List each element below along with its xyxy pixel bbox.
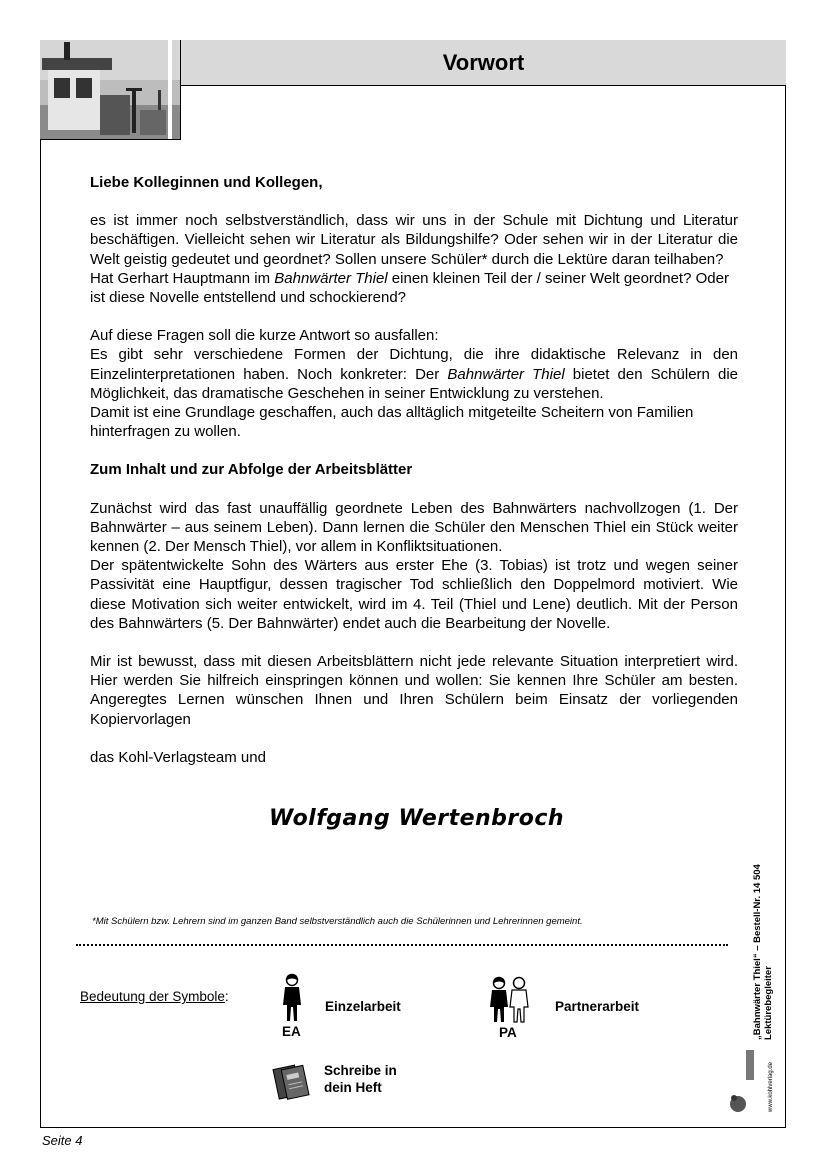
paragraph-2: Hat Gerhart Hauptmann im Bahnwärter Thiel einen kleinen Teil der / seiner Welt geordnet? Oder ist diese Novelle entstellend und schockierend? — [90, 269, 729, 307]
partnerarbeit-label: Partnerarbeit — [555, 999, 640, 1014]
paragraph-5: Damit ist eine Grundlage geschaffen, auch das alltäglich mitgeteilte Scheitern von Familien hinterfragen zu wollen. — [90, 404, 694, 441]
series-name: Lektürebegleiter — [763, 966, 774, 1040]
single-person-icon — [280, 973, 304, 1028]
closing: das Kohl-Verlagsteam und — [90, 748, 266, 766]
dotted-divider — [76, 944, 728, 946]
author-signature: Wolfgang Wertenbroch — [269, 806, 565, 831]
signal-box-photo — [40, 40, 181, 140]
section-heading: Zum Inhalt und zur Abfolge der Arbeitsblätter — [90, 461, 413, 479]
legend-label: Bedeutung der Symbole: — [80, 989, 229, 1004]
notebook-icon — [270, 1062, 314, 1107]
ea-label: EA — [282, 1024, 301, 1039]
title-bar — [181, 40, 786, 86]
footnote: *Mit Schülern bzw. Lehrern sind im ganzen Band selbstverständlich auch die Schülerinnen und Lehrerinnen gemeint. — [92, 916, 583, 927]
order-number: „Bahnwärter Thiel“ – Bestell-Nr. 14 504 — [752, 864, 763, 1040]
salutation: Liebe Kolleginnen und Kollegen, — [90, 174, 323, 191]
pa-label: PA — [499, 1025, 517, 1040]
paragraph-4: Es gibt sehr verschiedene Formen der Dichtung, die ihre didaktische Relevanz in den Einzelinterpretationen haben. Noch konkreter: Der Bahnwärter Thiel bietet den Schülern die Möglichkeit, das dramatische Geschehen in seiner Entwicklung zu verstehen. — [90, 346, 738, 402]
book-title: Bahnwärter Thiel — [447, 365, 565, 383]
page-title: Vorwort — [442, 49, 525, 75]
order-info — [752, 860, 774, 1040]
pair-icon — [487, 976, 531, 1029]
book-title: Bahnwärter Thiel — [274, 269, 388, 287]
page-number: Seite 4 — [42, 1133, 83, 1148]
preface-body — [90, 173, 738, 767]
paragraph-1: es ist immer noch selbstverständlich, dass wir uns in der Schule mit Dichtung und Literatur beschäftigen. Vielleicht sehen wir Literatur als Bildungshilfe? Oder sehen wir in der Literatur die Welt geistig gedeutet und geordnet? Sollen unsere Schüler* durch die Lektüre daran teilhaben? — [90, 212, 738, 268]
paragraph-7: Der spätentwickelte Sohn des Wärters aus erster Ehe (3. Tobias) ist trotz und wegen seiner Passivität eine Hauptfigur, dessen tragischer Tod schließlich den Doppelmord motiviert. Wie diese Motivation sich weiter entwickelt, wird im 4. Teil (Thiel und Lene) deutlich. Mit der Person des Bahnwärters (5. Der Bahnwärter) endet auch die Bearbeitung der Novelle. — [90, 557, 738, 632]
publisher-logo — [728, 1048, 758, 1119]
paragraph-3: Auf diese Fragen soll die kurze Antwort so ausfallen: — [90, 327, 439, 345]
heft-label: Schreibe in dein Heft — [324, 1063, 397, 1095]
einzelarbeit-label: Einzelarbeit — [325, 999, 401, 1014]
paragraph-8: Mir ist bewusst, dass mit diesen Arbeitsblättern nicht jede relevante Situation interpretiert wird. Hier werden Sie hilfreich einspringen können und wollen: Sie kennen Ihre Schüler am besten. Angeregtes Lernen wünschen Ihnen und Ihren Schülern beim Einsatz der vorliegenden Kopiervorlagen — [90, 653, 738, 728]
publisher-url: www.kohlverlag.de — [768, 1061, 774, 1112]
paragraph-6: Zunächst wird das fast unauffällig geordnete Leben des Bahnwärters nachvollzogen (1. Der Bahnwärter – aus seinem Leben). Dann lernen die Schüler den Menschen Thiel ein Stück weiter kennen (2. Der Mensch Thiel), vor allem in Konfliktsituationen. — [90, 499, 738, 556]
